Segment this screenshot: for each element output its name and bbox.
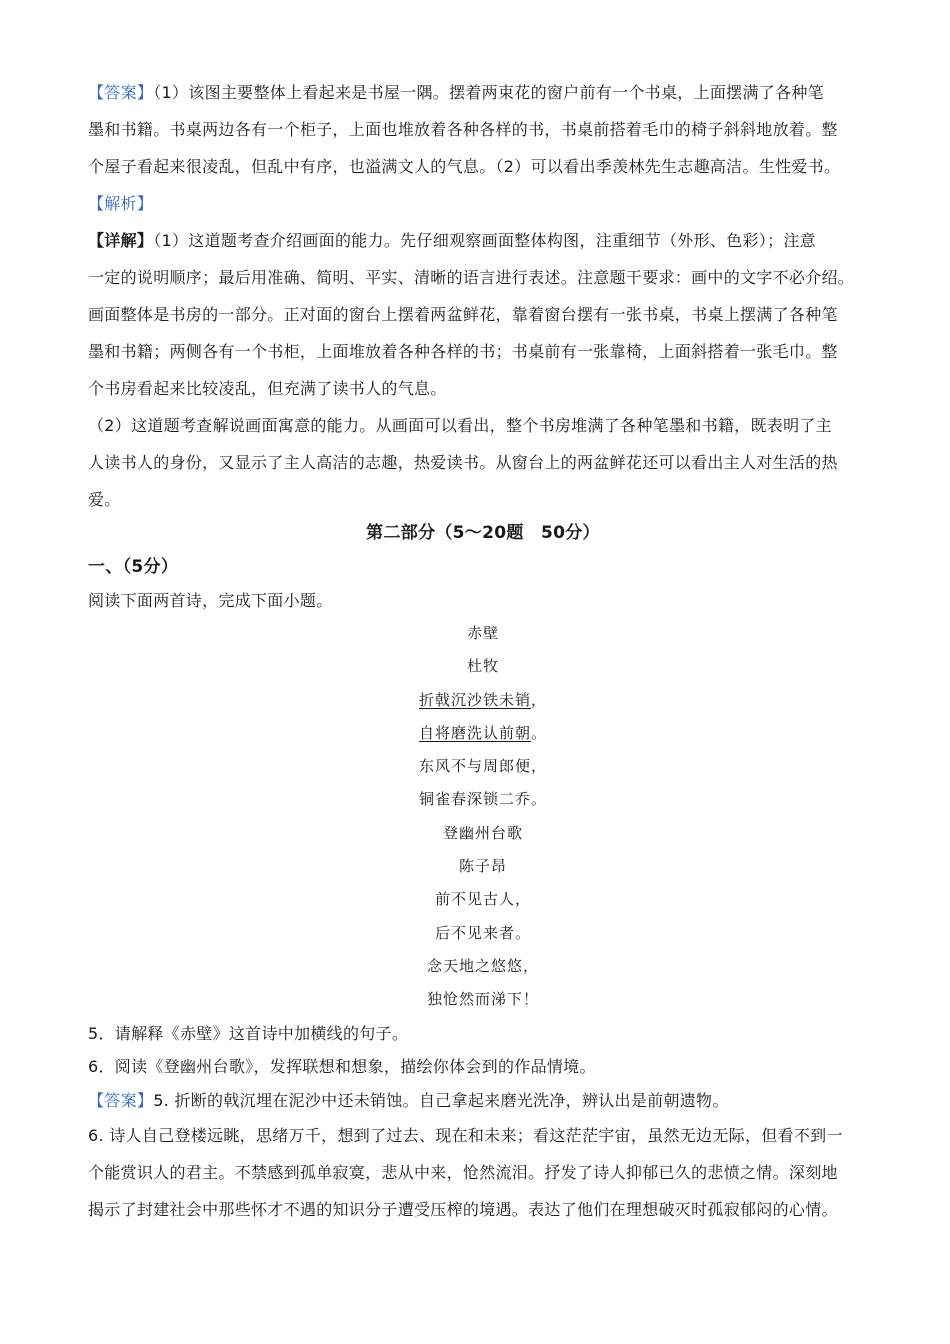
detail-line: 人读书人的身份，又显示了主人高洁的志趣，热爱读书。从窗台上的两盆鲜花还可以看出主人对生活的热: [88, 453, 838, 472]
detail-line: 一定的说明顺序；最后用准确、简明、平实、清晰的语言进行表述。注意题干要求：画中的文字不必介绍。: [88, 268, 855, 287]
detail-block: [88, 222, 878, 518]
poem-line: 东风不与周郎便，: [418, 757, 547, 776]
poem-author: 陈子昂: [458, 857, 507, 876]
answer-6-line: 揭示了封建社会中那些怀才不遇的知识分子遭受压榨的境遇。表达了他们在理想破灭时孤寂郁闷的心情。: [88, 1200, 838, 1220]
detail-line: 个书房看起来比较凌乱，但充满了读书人的气息。: [88, 379, 447, 398]
answer-tag: 【答案】: [88, 83, 154, 102]
section-one-title: 一、（5分）: [88, 557, 179, 577]
underlined-line: 折戟沉沙铁未销: [418, 690, 531, 709]
poem-author: 杜牧: [466, 657, 499, 676]
poem-line: 前不见古人，: [434, 890, 531, 909]
document-page: [88, 74, 878, 1228]
detail-line: （2）这道题考查解说画面寓意的能力。从画面可以看出，整个书房堆满了各种笔墨和书籍，既表明了主: [88, 416, 832, 435]
poem-title: 赤壁: [466, 624, 499, 642]
poem-line: 念天地之悠悠，: [426, 956, 539, 975]
analysis-tag: 【解析】: [88, 194, 154, 213]
detail-line: 画面整体是书房的一部分。正对面的窗台上摆着两盆鲜花，靠着窗台摆有一张书桌，书桌上摆满了各种笔: [88, 305, 838, 324]
detail-tag: 【详解】: [88, 231, 154, 250]
underlined-line: 自将磨洗认前朝: [418, 723, 531, 742]
poem-title: 登幽州台歌: [442, 823, 523, 842]
answer-line: （1）该图主要整体上看起来是书屋一隅。摆着两束花的窗户前有一个书桌，上面摆满了各种笔: [153, 83, 824, 102]
poem-line: 独怆然而涕下！: [426, 990, 539, 1009]
answer-block-1: [88, 74, 878, 185]
answer-6-line: 6. 诗人自己登楼远眺，思绪万千，想到了过去、现在和未来；看这茫茫宇宙，虽然无边无际，但看不到一: [88, 1126, 843, 1146]
answer-6-line: 个能赏识人的君主。不禁感到孤单寂寞，悲从中来，怆然流泪。抒发了诗人抑郁已久的悲愤之情。深刻地: [88, 1163, 838, 1183]
questions-block: [88, 1017, 878, 1229]
detail-line: （1）这道题考查介绍画面的能力。先仔细观察画面整体构图，注重细节（外形、色彩）；注意: [153, 231, 816, 250]
poem-line: 铜雀春深锁二乔。: [418, 790, 547, 809]
part-two-title: 第二部分（5～20题 50分）: [366, 523, 600, 543]
detail-line: 爱。: [88, 490, 121, 509]
instruction-text: 阅读下面两首诗，完成下面小题。: [88, 591, 333, 610]
answer-line: 墨和书籍。书桌两边各有一个柜子，上面也堆放着各种各样的书，书桌前搭着毛巾的椅子斜斜地放着。整: [88, 120, 838, 139]
answer-line: 个屋子看起来很凌乱，但乱中有序，也溢满文人的气息。（2）可以看出季羡林先生志趣高洁。生性爱书。: [88, 157, 841, 176]
question-6: 6．阅读《登幽州台歌》，发挥联想和想象，描绘你体会到的作品情境。: [88, 1057, 596, 1077]
question-5: 5．请解释《赤壁》这首诗中加横线的句子。: [88, 1023, 409, 1043]
answer-5: 5. 折断的戟沉埋在泥沙中还未销蚀。自己拿起来磨光洗净，辨认出是前朝遗物。: [153, 1090, 729, 1110]
detail-line: 墨和书籍；两侧各有一个书柜，上面堆放着各种各样的书；书桌前有一张靠椅，上面斜搭着一张毛巾。整: [88, 342, 838, 361]
poem-dengyouzhoutai: [88, 817, 878, 1017]
poem-chibi: 赤壁 杜牧 折戟沉沙铁未销， 自将磨洗认前朝。 东风不与周郎便， 铜雀春深锁二乔。: [88, 617, 878, 817]
poem-line: 后不见来者。: [434, 923, 531, 942]
answer-tag: 【答案】: [88, 1090, 154, 1110]
